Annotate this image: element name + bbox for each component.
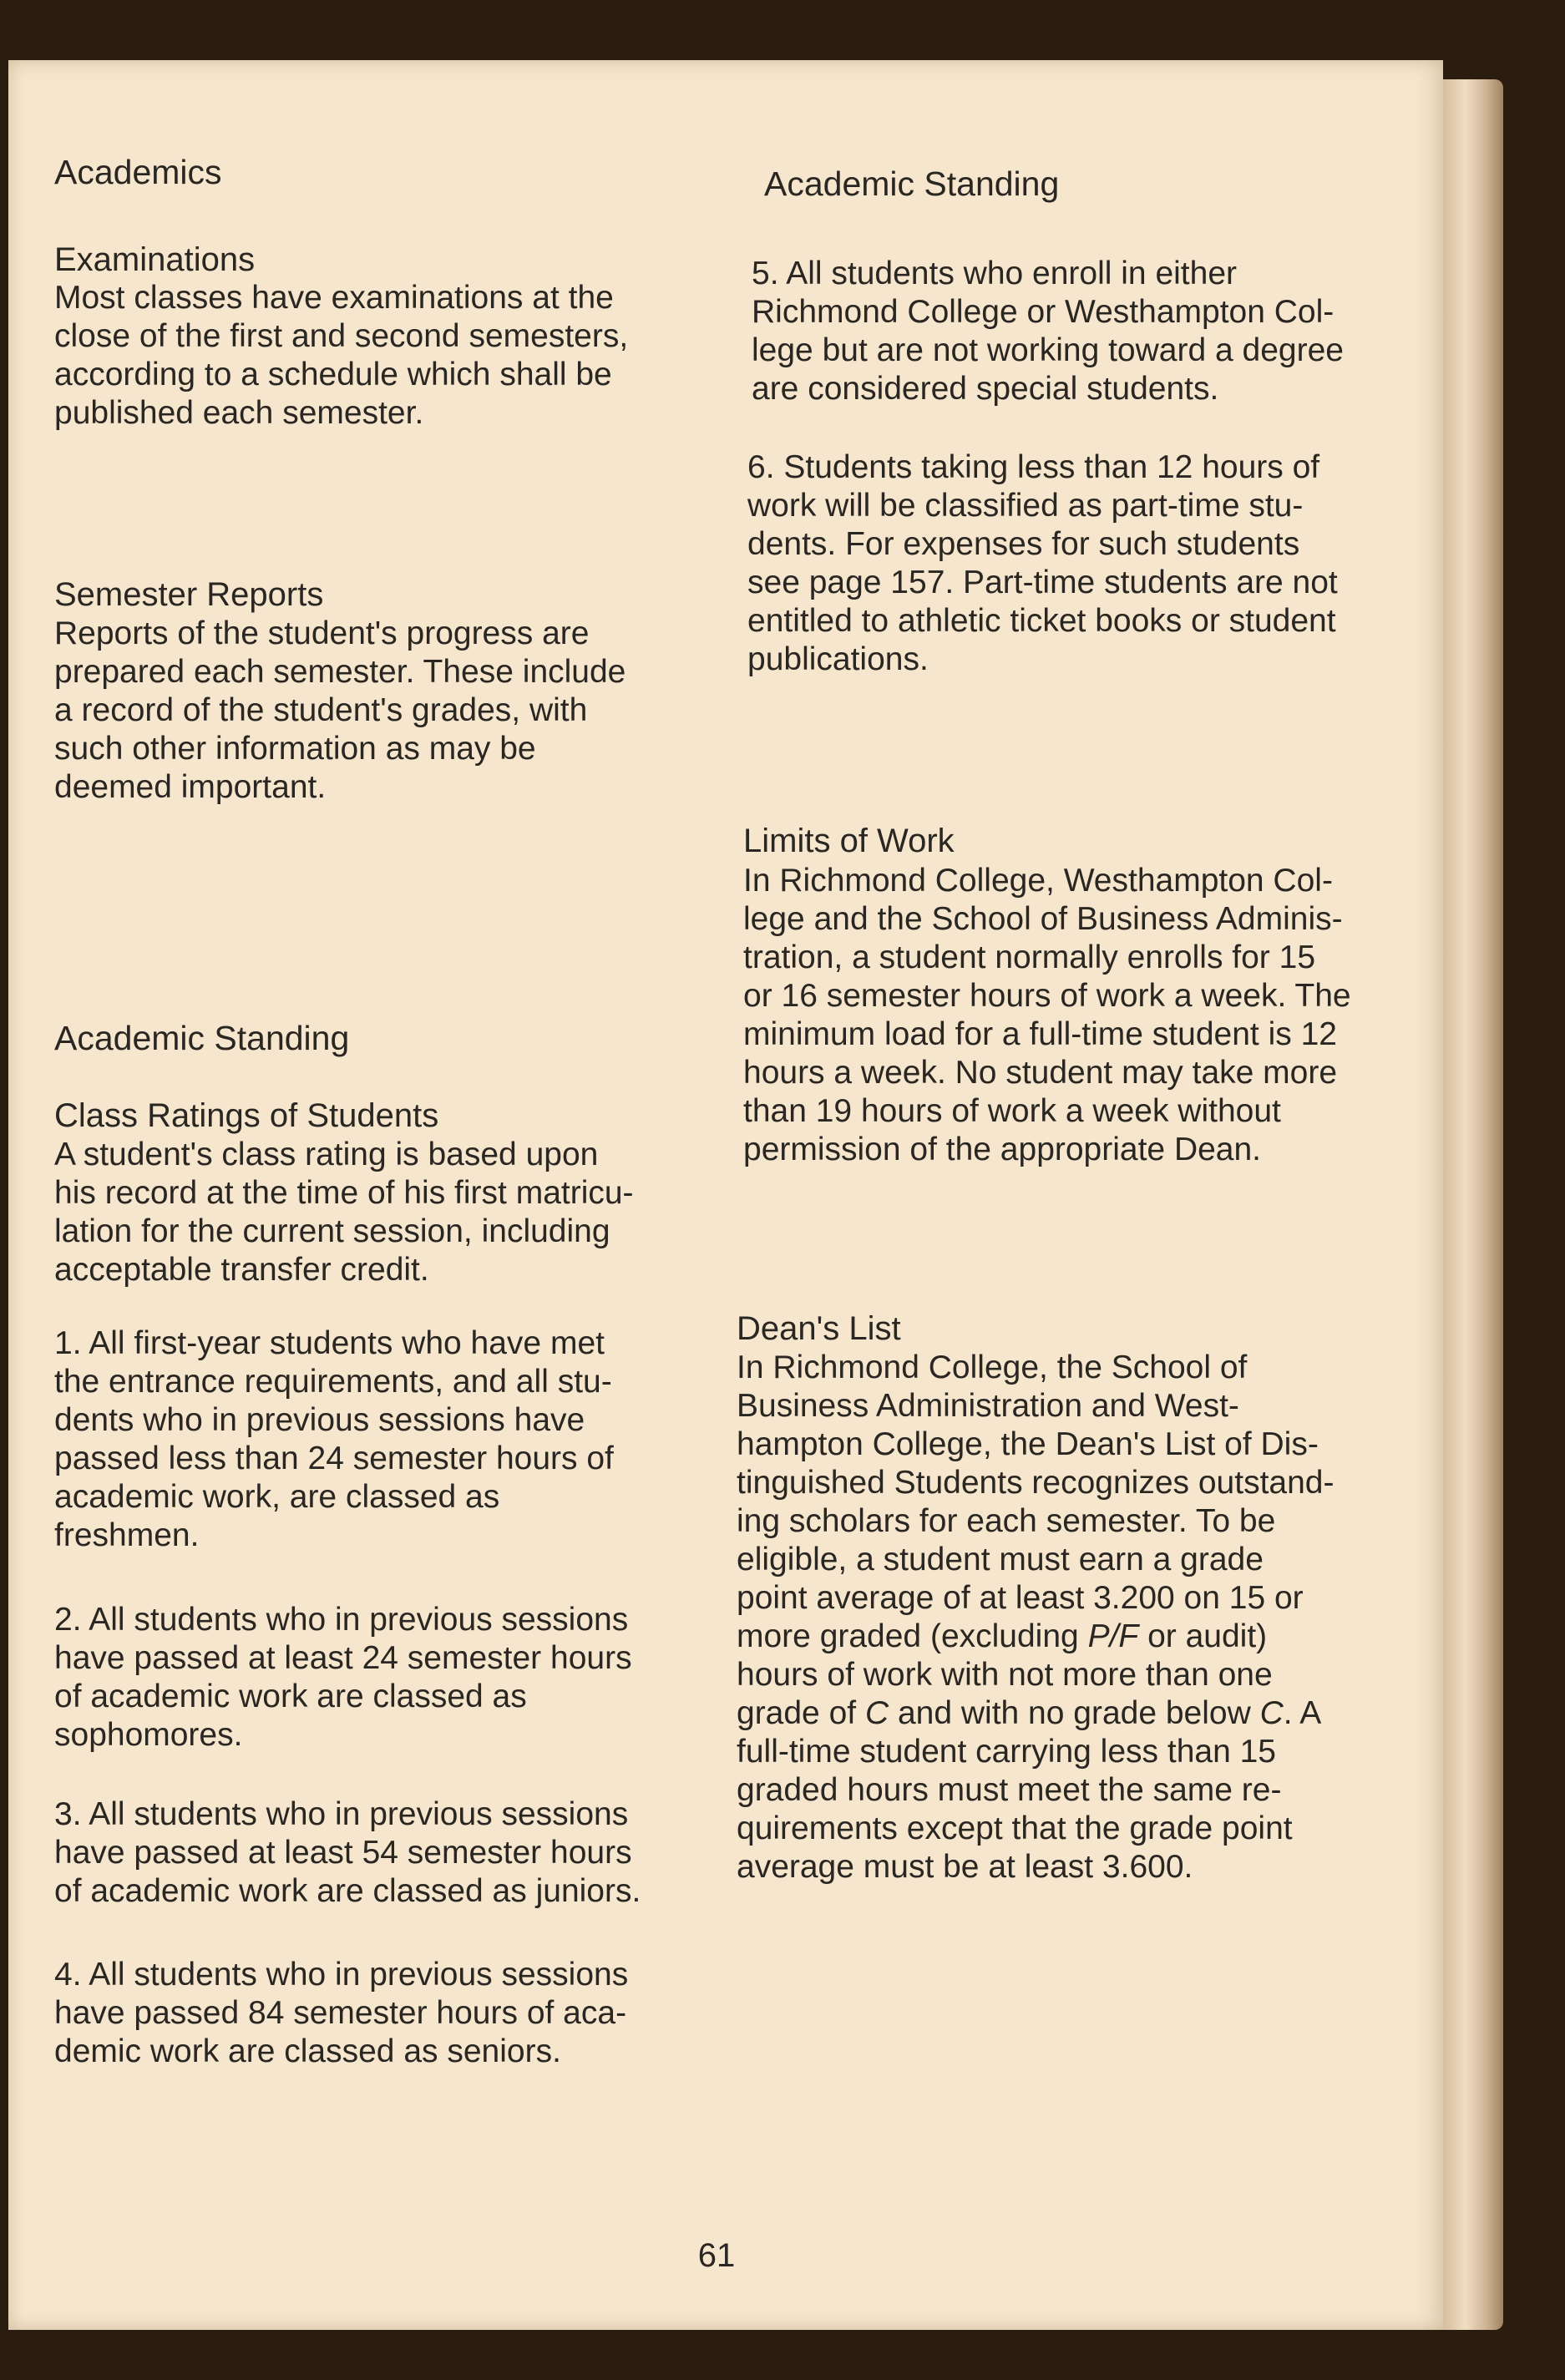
body-line: tinguished Students recognizes outstand-	[737, 1465, 1335, 1501]
body-line: average must be at least 3.600.	[737, 1849, 1193, 1885]
body-line: hampton College, the Dean's List of Dis-	[737, 1426, 1319, 1462]
body-line: eligible, a student must earn a grade	[737, 1542, 1264, 1577]
list-item-3-line: have passed at least 54 semester hours	[54, 1835, 632, 1871]
text-run: grade of	[737, 1695, 865, 1731]
body-line: point average of at least 3.200 on 15 or	[737, 1580, 1304, 1616]
list-item-2-line: of academic work are classed as	[54, 1679, 527, 1714]
list-item-6-line: work will be classified as part-time stu-	[747, 488, 1304, 524]
body-line: Business Administration and West-	[737, 1388, 1239, 1424]
list-item-1-line: passed less than 24 semester hours of	[54, 1441, 614, 1476]
body-line: tration, a student normally enrolls for 15	[743, 939, 1316, 975]
list-item-1-line: dents who in previous sessions have	[54, 1402, 585, 1438]
list-item-6-line: dents. For expenses for such students	[747, 526, 1300, 562]
body-line: Most classes have examinations at the	[54, 280, 614, 316]
body-line: deemed important.	[54, 769, 327, 805]
deans-list-heading: Dean's List	[737, 1310, 901, 1347]
body-line: his record at the time of his first matricu-	[54, 1175, 634, 1211]
text-run: and with no grade below	[889, 1695, 1260, 1731]
body-line: than 19 hours of work a week without	[743, 1093, 1281, 1129]
book-page	[8, 60, 1443, 2330]
list-item-5-line: Richmond College or Westhampton Col-	[752, 294, 1335, 330]
list-item-6-line: 6. Students taking less than 12 hours of	[747, 449, 1320, 485]
body-line	[737, 1694, 1321, 1733]
list-item-5-line: are considered special students.	[752, 371, 1219, 407]
body-line: lation for the current session, including	[54, 1213, 610, 1249]
list-item-1-line: freshmen.	[54, 1517, 200, 1553]
body-line: permission of the appropriate Dean.	[743, 1132, 1262, 1167]
list-item-3-line: 3. All students who in previous sessions	[54, 1796, 629, 1832]
list-item-2-line: sophomores.	[54, 1717, 243, 1753]
body-line: or 16 semester hours of work a week. The	[743, 978, 1351, 1014]
list-item-2-line: 2. All students who in previous sessions	[54, 1602, 629, 1638]
body-line: a record of the student's grades, with	[54, 692, 588, 728]
body-line: acceptable transfer credit.	[54, 1252, 429, 1288]
body-line: graded hours must meet the same re-	[737, 1772, 1282, 1808]
running-head-right: Academic Standing	[764, 165, 1060, 203]
body-line: published each semester.	[54, 395, 424, 431]
section-title-academic-standing: Academic Standing	[54, 1019, 350, 1057]
body-line: lege and the School of Business Adminis-	[743, 901, 1343, 937]
list-item-3-line: of academic work are classed as juniors.	[54, 1873, 641, 1909]
list-item-6-line: entitled to athletic ticket books or student	[747, 603, 1336, 639]
body-line: quirements except that the grade point	[737, 1810, 1293, 1846]
examinations-heading: Examinations	[54, 241, 256, 278]
italic-text: C	[1259, 1695, 1284, 1731]
list-item-5-line: 5. All students who enroll in either	[752, 256, 1238, 291]
body-line: hours of work with not more than one	[737, 1657, 1273, 1693]
limits-of-work-heading: Limits of Work	[743, 823, 955, 859]
body-line	[737, 1618, 1267, 1656]
body-line: minimum load for a full-time student is 12	[743, 1016, 1337, 1052]
body-line: full-time student carrying less than 15	[737, 1734, 1276, 1770]
page-number: 61	[697, 2237, 736, 2274]
list-item-6-line: see page 157. Part-time students are not	[747, 565, 1338, 600]
body-line: according to a schedule which shall be	[54, 357, 612, 392]
class-ratings-heading: Class Ratings of Students	[54, 1097, 439, 1134]
list-item-6-line: publications.	[747, 641, 929, 677]
body-line: ing scholars for each semester. To be	[737, 1503, 1276, 1539]
list-item-5-line: lege but are not working toward a degree	[752, 332, 1344, 368]
body-line: hours a week. No student may take more	[743, 1055, 1338, 1091]
text-run: more graded (excluding	[737, 1618, 1088, 1654]
body-line: In Richmond College, Westhampton Col-	[743, 863, 1333, 899]
list-item-1-line: academic work, are classed as	[54, 1479, 500, 1515]
running-head-left: Academics	[54, 153, 222, 191]
list-item-4-line: have passed 84 semester hours of aca-	[54, 1995, 627, 2031]
list-item-1-line: 1. All first-year students who have met	[54, 1325, 605, 1361]
body-line: prepared each semester. These include	[54, 654, 626, 690]
body-line: close of the first and second semesters,	[54, 318, 629, 354]
body-line: such other information as may be	[54, 731, 536, 767]
text-run: or audit)	[1138, 1618, 1268, 1654]
list-item-4-line: 4. All students who in previous sessions	[54, 1957, 629, 1993]
list-item-2-line: have passed at least 24 semester hours	[54, 1640, 632, 1676]
body-line: Reports of the student's progress are	[54, 615, 590, 651]
italic-text: P/F	[1087, 1618, 1139, 1654]
italic-text: C	[864, 1695, 889, 1731]
semester-reports-heading: Semester Reports	[54, 576, 324, 613]
body-line: A student's class rating is based upon	[54, 1137, 599, 1172]
text-run: . A	[1283, 1695, 1322, 1731]
list-item-1-line: the entrance requirements, and all stu-	[54, 1364, 612, 1400]
list-item-4-line: demic work are classed as seniors.	[54, 2033, 561, 2069]
body-line: In Richmond College, the School of	[737, 1350, 1248, 1385]
